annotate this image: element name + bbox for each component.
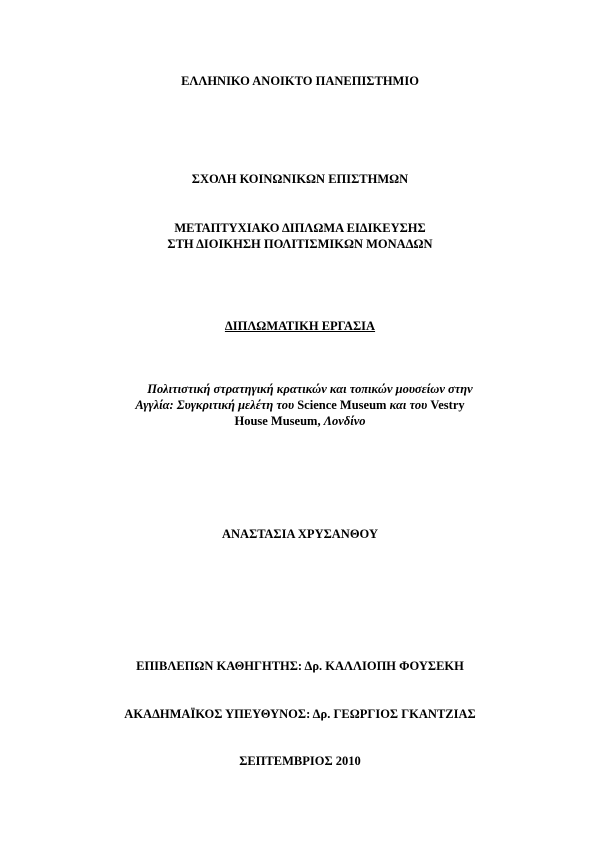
thesis-title: [0, 381, 600, 429]
program-line-1: ΜΕΤΑΠΤΥΧΙΑΚΟ ΔΙΠΛΩΜΑ ΕΙΔΙΚΕΥΣΗΣ: [174, 221, 426, 235]
academic-responsible-line: ΑΚΑΔΗΜΑΪΚΟΣ ΥΠΕΥΘΥΝΟΣ: Δρ. ΓΕΩΡΓΙΟΣ ΓΚΑΝΤΖΙΑΣ: [124, 707, 476, 721]
thesis-title-line-2: [0, 397, 600, 413]
school-name: ΣΧΟΛΗ ΚΟΙΝΩΝΙΚΩΝ ΕΠΙΣΤΗΜΩΝ: [191, 172, 409, 186]
title-segment: Science Museum: [297, 398, 387, 412]
university-name: ΕΛΛΗΝΙΚΟ ΑΝΟΙΚΤΟ ΠΑΝΕΠΙΣΤΗΜΙΟ: [181, 74, 419, 88]
thesis-label-row: [0, 318, 600, 334]
title-segment: Vestry: [430, 398, 465, 412]
program-line-2: ΣΤΗ ΔΙΟΙΚΗΣΗ ΠΟΛΙΤΙΣΜΙΚΩΝ ΜΟΝΑΔΩΝ: [167, 237, 433, 251]
thesis-title-line-3: [0, 413, 600, 429]
author-name: ΑΝΑΣΤΑΣΙΑ ΧΡΥΣΑΝΘΟΥ: [222, 527, 378, 541]
thesis-title-line-1: Πολιτιστική στρατηγική κρατικών και τοπικών μουσείων στην: [147, 382, 473, 396]
title-segment: Λονδίνο: [323, 414, 366, 428]
date-line: ΣΕΠΤΕΜΒΡΙΟΣ 2010: [239, 754, 361, 768]
title-segment: Αγγλία: Συγκριτική μελέτη του: [135, 398, 298, 412]
title-segment: και του: [386, 398, 431, 412]
thesis-label: ΔΙΠΛΩΜΑΤΙΚΗ ΕΡΓΑΣΙΑ: [224, 319, 376, 333]
supervisor-line: ΕΠΙΒΛΕΠΩΝ ΚΑΘΗΓΗΤΗΣ: Δρ. ΚΑΛΛΙΟΠΗ ΦΟΥΣΕΚΗ: [136, 659, 464, 673]
title-segment: House Museum,: [234, 414, 324, 428]
